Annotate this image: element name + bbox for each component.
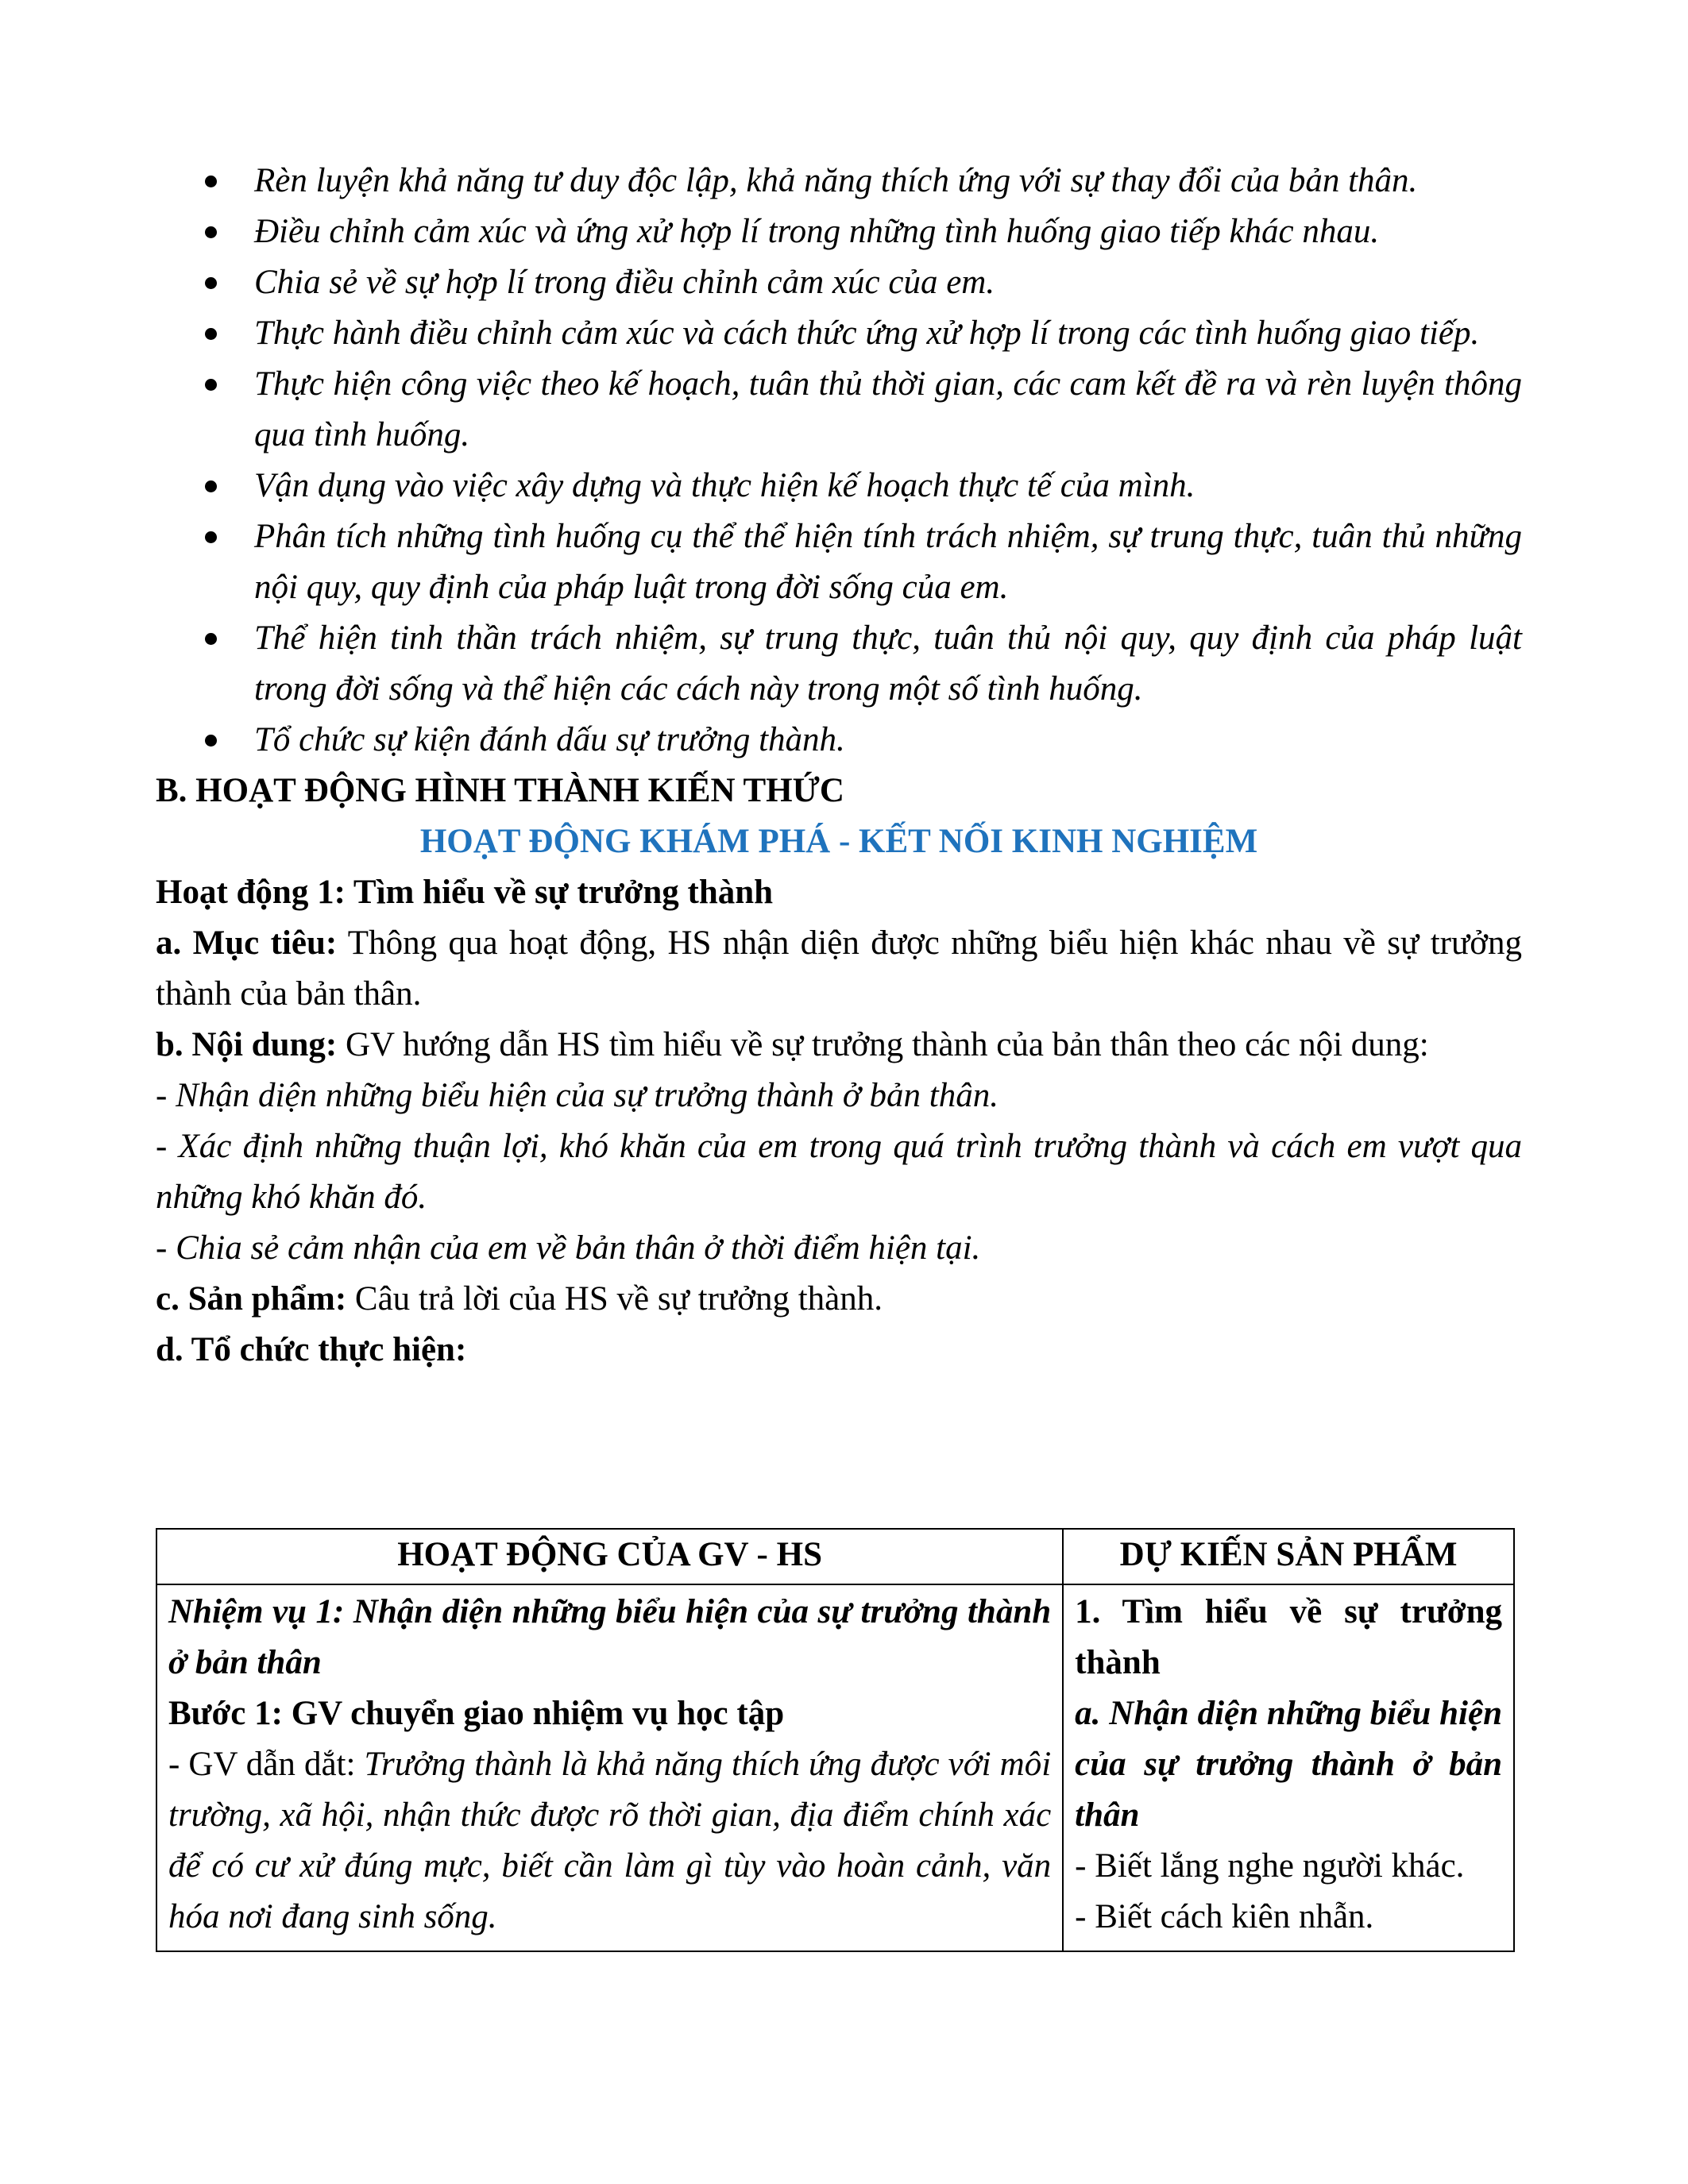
- bullet-dot-icon: [205, 176, 217, 187]
- product-paragraph: [156, 1274, 1522, 1325]
- bullet-item: Thực hành điều chỉnh cảm xúc và cách thức ứng xử hợp lí trong các tình huống giao tiếp.: [156, 308, 1522, 359]
- bullet-item: Thể hiện tinh thần trách nhiệm, sự trung thực, tuân thủ nội quy, quy định của pháp luật trong đời sống và thể hiện các cách này trong một số tình huống.: [156, 613, 1522, 715]
- bullet-dot-icon: [205, 633, 217, 645]
- objectives-bullet-list: [156, 156, 1522, 766]
- step-1-title: Bước 1: GV chuyển giao nhiệm vụ học tập: [168, 1695, 785, 1732]
- objective-text: Thông qua hoạt động, HS nhận diện được những biểu hiện khác nhau về sự trưởng thành của bản thân.: [156, 924, 1523, 1013]
- content-item: - Nhận diện những biểu hiện của sự trưởng thành ở bản thân.: [156, 1077, 999, 1114]
- activity-1-title: Hoạt động 1: Tìm hiểu về sự trưởng thành: [156, 874, 774, 911]
- header-expected-product: DỰ KIẾN SẢN PHẨM: [1063, 1529, 1514, 1584]
- section-b-title: B. HOẠT ĐỘNG HÌNH THÀNH KIẾN THỨC: [156, 772, 844, 809]
- bullet-item: Rèn luyện khả năng tư duy độc lập, khả năng thích ứng với sự thay đổi của bản thân.: [156, 156, 1522, 206]
- bullet-item: Chia sẻ về sự hợp lí trong điều chỉnh cảm xúc của em.: [156, 257, 1522, 308]
- task-1-title: Nhiệm vụ 1: Nhận diện những biểu hiện của sự trưởng thành ở bản thân: [168, 1593, 1052, 1681]
- product-item: - Biết lắng nghe người khác.: [1075, 1847, 1465, 1885]
- bullet-dot-icon: [205, 480, 217, 492]
- bullet-dot-icon: [205, 531, 217, 543]
- bullet-item: Thực hiện công việc theo kế hoạch, tuân thủ thời gian, các cam kết đề ra và rèn luyện thông qua tình huống.: [156, 359, 1522, 461]
- product-subheading: a. Nhận diện những biểu hiện của sự trưởng thành ở bản thân: [1075, 1695, 1502, 1834]
- objective-label: a. Mục tiêu:: [156, 924, 338, 962]
- lead-in-paragraph: [168, 1739, 1051, 1943]
- bullet-item: Vận dụng vào việc xây dựng và thực hiện kế hoạch thực tế của mình.: [156, 461, 1522, 511]
- product-item: - Biết cách kiên nhẫn.: [1075, 1898, 1374, 1935]
- header-teacher-student-activities: HOẠT ĐỘNG CỦA GV - HS: [156, 1529, 1063, 1584]
- bullet-dot-icon: [205, 226, 217, 238]
- document-page: [156, 156, 1522, 1376]
- organization-label: d. Tổ chức thực hiện:: [156, 1331, 467, 1368]
- product-heading: 1. Tìm hiểu về sự trưởng thành: [1075, 1593, 1502, 1681]
- content-item: - Chia sẻ cảm nhận của em về bản thân ở thời điểm hiện tại.: [156, 1229, 981, 1267]
- content-label: b. Nội dung:: [156, 1026, 338, 1063]
- content-text: GV hướng dẫn HS tìm hiểu về sự trưởng thành của bản thân theo các nội dung:: [337, 1026, 1429, 1063]
- bullet-item: Tổ chức sự kiện đánh dấu sự trưởng thành.: [156, 715, 1522, 766]
- content-paragraph: [156, 1020, 1522, 1071]
- bullet-dot-icon: [205, 328, 217, 340]
- bullet-item: Phân tích những tình huống cụ thể thể hiện tính trách nhiệm, sự trung thực, tuân thủ những nội quy, quy định của pháp luật trong đời sống của em.: [156, 511, 1522, 613]
- activity-cell: [156, 1584, 1063, 1951]
- bullet-dot-icon: [205, 277, 217, 289]
- lead-in-prefix: - GV dẫn dắt:: [168, 1746, 365, 1783]
- expected-product-cell: [1063, 1584, 1514, 1951]
- activity-plan-table: [156, 1528, 1515, 1952]
- product-text: Câu trả lời của HS về sự trưởng thành.: [346, 1280, 883, 1318]
- bullet-dot-icon: [205, 379, 217, 391]
- bullet-dot-icon: [205, 735, 217, 747]
- content-item: - Xác định những thuận lợi, khó khăn của em trong quá trình trưởng thành và cách em vượt qua những khó khăn đó.: [156, 1128, 1522, 1216]
- table-header-row: [156, 1529, 1514, 1584]
- table-row: [156, 1584, 1514, 1951]
- bullet-item: Điều chỉnh cảm xúc và ứng xử hợp lí trong những tình huống giao tiếp khác nhau.: [156, 206, 1522, 257]
- lead-in-text: Trưởng thành là khả năng thích ứng được với môi trường, xã hội, nhận thức được rõ thời gian, địa điểm chính xác để có cư xử đúng mực, biết cần làm gì tùy vào hoàn cảnh, văn hóa nơi đang sinh sống.: [168, 1746, 1052, 1935]
- objective-paragraph: [156, 918, 1522, 1020]
- product-label: c. Sản phẩm:: [156, 1280, 347, 1318]
- explore-activity-title: HOẠT ĐỘNG KHÁM PHÁ - KẾT NỐI KINH NGHIỆM: [419, 823, 1258, 860]
